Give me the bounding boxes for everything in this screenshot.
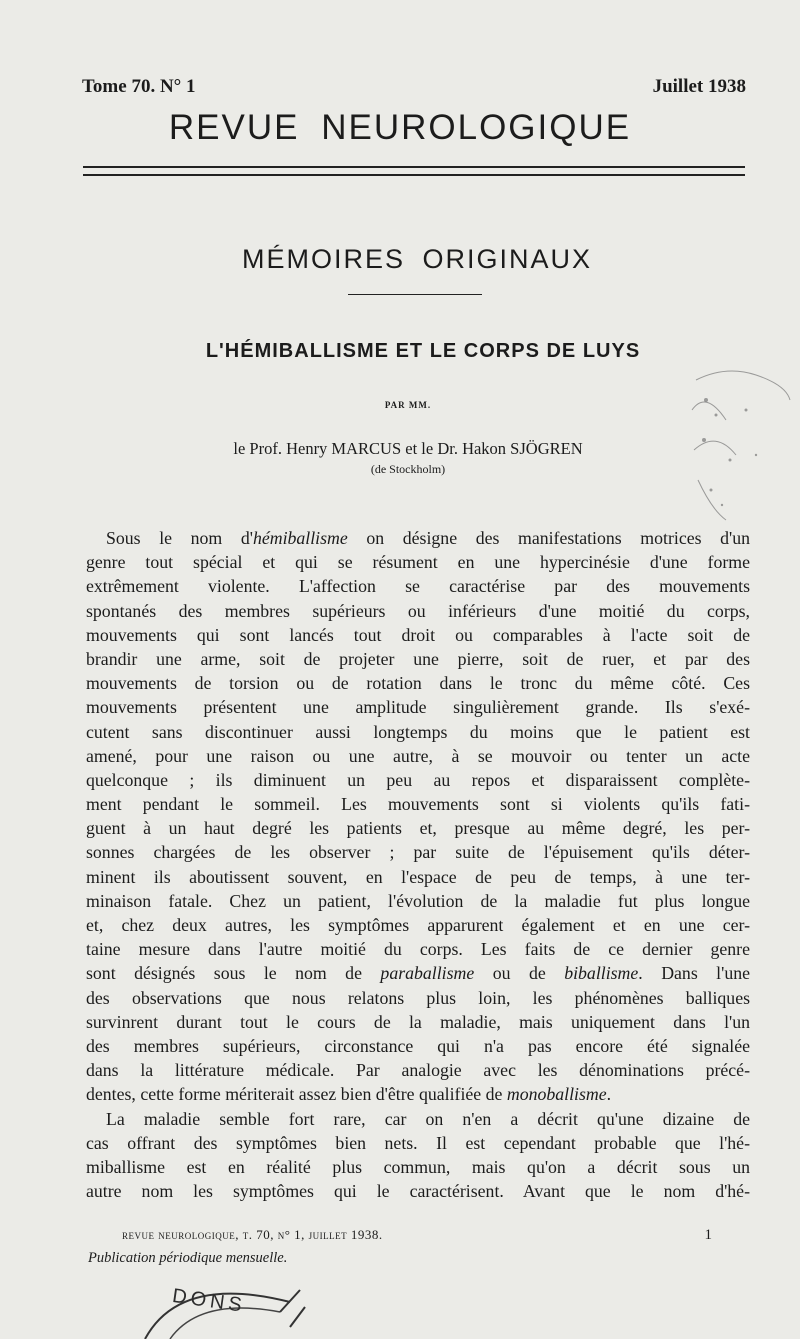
text-run: cas offrant des symptômes bien nets. Il est cependant probable que l'hé- [86, 1132, 750, 1153]
text-run: sonnes chargées de les observer ; par suite de l'épuisement qu'ils déter- [86, 842, 750, 863]
text-run: cutent sans discontinuer aussi longtemps du moins que le patient est [86, 721, 750, 742]
text-line [86, 744, 750, 768]
affiliation: (de Stockholm) [370, 462, 446, 476]
text-line [86, 792, 750, 816]
authors: le Prof. Henry MARCUS et le Dr. Hakon SJÖGREN [233, 439, 583, 458]
italic-term: biballisme [564, 963, 639, 984]
text-run: minaison fatale. Chez un patient, l'évolution de la maladie fut plus longue [86, 890, 750, 911]
text-line [86, 695, 750, 719]
text-run: . [606, 1084, 612, 1105]
text-line [86, 937, 750, 961]
text-run: des observations que nous relatons plus loin, les phénomènes balliques [86, 987, 750, 1008]
text-line [86, 526, 750, 550]
stain-mark [686, 360, 796, 530]
text-line [86, 1058, 750, 1082]
text-run: mouvements qui sont lancés tout droit ou comparables à l'acte soit de [86, 624, 750, 645]
text-run: brandir une arme, soit de projeter une pierre, soit de ruer, et par des [86, 648, 750, 669]
text-run: extrêmement violente. L'affection se caractérise par des mouvements [86, 576, 750, 597]
issue-date: Juillet 1938 [652, 76, 746, 97]
text-run: mouvements présentent une amplitude singulièrement grande. Ils s'exé- [86, 697, 750, 718]
text-run: sont désignés sous le nom de [86, 963, 381, 984]
page-number: 1 [704, 1227, 712, 1243]
header-rule-top [83, 166, 745, 168]
text-run: Sous le nom d' [106, 528, 253, 548]
text-line [86, 1034, 750, 1058]
text-line [86, 961, 750, 985]
text-line [86, 671, 750, 695]
volume-number: Tome 70. N° 1 [82, 76, 196, 97]
text-run: survinrent durant tout le cours de la maladie, mais uniquement dans l'un [86, 1011, 750, 1032]
citation-text: revue neurologique, t. 70, n° 1, juillet 1938. [122, 1227, 383, 1242]
text-line [86, 574, 750, 598]
text-run: genre tout spécial et qui se résument en une hypercinésie d'une forme [86, 552, 750, 573]
text-line [86, 550, 750, 574]
text-line [86, 1010, 750, 1034]
italic-term: paraballisme [380, 963, 475, 984]
section-rule [348, 294, 482, 295]
text-line [86, 865, 750, 889]
text-run: . Dans l'une [638, 963, 750, 984]
paragraph-1 [86, 526, 750, 1107]
text-run: et, chez deux autres, les symptômes apparurent également et en une cer- [86, 915, 750, 935]
article-body [86, 526, 750, 1203]
periodicity-note: Publication périodique mensuelle. [88, 1250, 288, 1266]
text-line [86, 1155, 750, 1179]
text-run: La maladie semble fort rare, car on n'en a décrit qu'une dizaine de [106, 1108, 750, 1129]
text-run: autre nom les symptômes qui le caractérisent. Avant que le nom d'hé- [86, 1181, 750, 1202]
text-line [86, 720, 750, 744]
text-line [86, 840, 750, 864]
text-line [86, 816, 750, 840]
text-run: dans la littérature médicale. Par analogie avec les dénominations précé- [86, 1060, 750, 1081]
text-run: minent ils aboutissent souvent, en l'espace de peu de temps, à une ter- [86, 866, 750, 887]
text-run: miballisme est en réalité plus commun, mais qu'on a décrit sous un [86, 1156, 750, 1177]
by-line-label: PAR MM. [384, 400, 432, 410]
text-line [86, 1107, 750, 1131]
text-run: quelconque ; ils diminuent un peu au repos et disparaissent complète- [86, 769, 750, 790]
italic-term: monoballisme [506, 1084, 607, 1105]
text-run: guent à un haut degré les patients et, presque au même degré, les per- [86, 818, 750, 839]
text-run: ment pendant le sommeil. Les mouvements sont si violents qu'ils fati- [86, 794, 750, 815]
text-line [86, 986, 750, 1010]
header-rule-bottom [83, 174, 745, 176]
text-run: des membres supérieurs, circonstance qui n'a pas encore été signalée [86, 1035, 750, 1056]
text-run: mouvements de torsion ou de rotation dans le tronc du même côté. Ces [86, 673, 750, 694]
section-heading: MÉMOIRES ORIGINAUX [241, 244, 593, 274]
text-line [86, 1082, 750, 1106]
text-line [86, 913, 750, 937]
text-run: dentes, cette forme mériterait assez bien d'être qualifiée de [86, 1084, 507, 1105]
paragraph-2 [86, 1107, 750, 1204]
stamp-text: DONS [170, 1284, 248, 1318]
text-line [86, 1131, 750, 1155]
text-line [86, 647, 750, 671]
text-run: amené, pour une raison ou une autre, à se mouvoir ou tenter un acte [86, 745, 750, 766]
citation-footer [122, 1227, 712, 1243]
text-line [86, 599, 750, 623]
italic-term: hémiballisme [252, 528, 348, 548]
text-run: on désigne des manifestations motrices d'un [347, 528, 751, 548]
text-line [86, 768, 750, 792]
text-line [86, 889, 750, 913]
text-run: taine mesure dans l'autre moitié du corps. Les faits de ce dernier genre [86, 939, 750, 960]
article-title: L'HÉMIBALLISME ET LE CORPS DE LUYS [205, 340, 641, 362]
journal-title: REVUE NEUROLOGIQUE [168, 108, 632, 147]
text-run: spontanés des membres supérieurs ou inférieurs d'une moitié du corps, [86, 600, 750, 621]
text-run: ou de [474, 963, 565, 984]
text-line [86, 623, 750, 647]
text-line [86, 1179, 750, 1203]
